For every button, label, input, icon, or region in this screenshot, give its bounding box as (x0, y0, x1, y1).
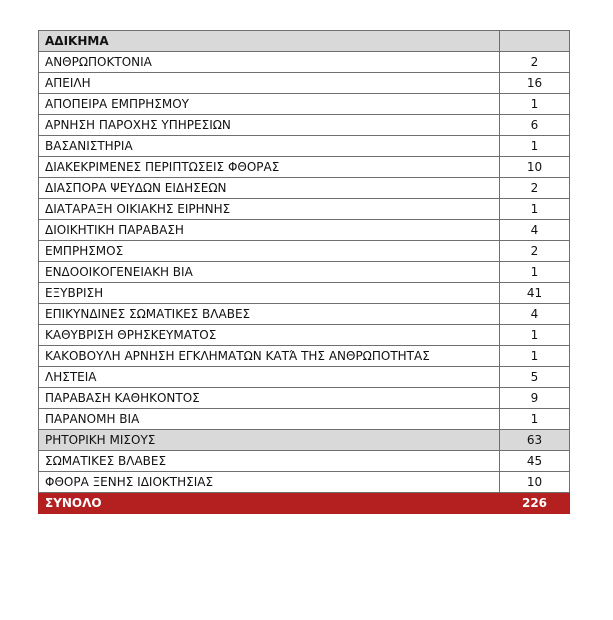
row-label: ΠΑΡΑΝΟΜΗ ΒΙΑ (39, 409, 500, 430)
row-value: 4 (500, 304, 570, 325)
table-row (39, 346, 570, 367)
row-label: ΑΝΘΡΩΠΟΚΤΟΝΙΑ (39, 52, 500, 73)
row-label: ΚΑΚΟΒΟΥΛΗ ΑΡΝΗΣΗ ΕΓΚΛΗΜΑΤΩΝ ΚΑΤΆ ΤΗΣ ΑΝΘΡΩΠΟΤΗΤΑΣ (39, 346, 500, 367)
row-label: ΕΞΥΒΡΙΣΗ (39, 283, 500, 304)
row-value: 1 (500, 325, 570, 346)
header-label-cell: ΑΔΙΚΗΜΑ (39, 31, 500, 52)
row-label: ΔΙΟΙΚΗΤΙΚΗ ΠΑΡΑΒΑΣΗ (39, 220, 500, 241)
row-value: 2 (500, 52, 570, 73)
row-label: ΔΙΑΚΕΚΡΙΜΕΝΕΣ ΠΕΡΙΠΤΩΣΕΙΣ ΦΘΟΡΑΣ (39, 157, 500, 178)
table-row (39, 199, 570, 220)
table-row (39, 94, 570, 115)
table-row (39, 115, 570, 136)
table-row (39, 325, 570, 346)
row-label: ΡΗΤΟΡΙΚΗ ΜΙΣΟΥΣ (39, 430, 500, 451)
row-label: ΑΠΟΠΕΙΡΑ ΕΜΠΡΗΣΜΟΥ (39, 94, 500, 115)
row-value: 9 (500, 388, 570, 409)
row-label: ΒΑΣΑΝΙΣΤΗΡΙΑ (39, 136, 500, 157)
row-value: 1 (500, 346, 570, 367)
table-row (39, 136, 570, 157)
row-label: ΚΑΘΥΒΡΙΣΗ ΘΡΗΣΚΕΥΜΑΤΟΣ (39, 325, 500, 346)
table-row (39, 262, 570, 283)
table-row (39, 451, 570, 472)
row-value: 16 (500, 73, 570, 94)
row-label: ΣΩΜΑΤΙΚΕΣ ΒΛΑΒΕΣ (39, 451, 500, 472)
row-value: 1 (500, 199, 570, 220)
row-value: 6 (500, 115, 570, 136)
row-value: 5 (500, 367, 570, 388)
row-value: 10 (500, 157, 570, 178)
table-row-highlighted (39, 430, 570, 451)
row-label: ΦΘΟΡΑ ΞΕΝΗΣ ΙΔΙΟΚΤΗΣΙΑΣ (39, 472, 500, 493)
row-value: 63 (500, 430, 570, 451)
row-label: ΕΝΔΟΟΙΚΟΓΕΝΕΙΑΚΗ ΒΙΑ (39, 262, 500, 283)
row-label: ΔΙΑΣΠΟΡΑ ΨΕΥΔΩΝ ΕΙΔΗΣΕΩΝ (39, 178, 500, 199)
row-label: ΠΑΡΑΒΑΣΗ ΚΑΘΗΚΟΝΤΟΣ (39, 388, 500, 409)
row-value: 10 (500, 472, 570, 493)
row-value: 2 (500, 178, 570, 199)
row-value: 41 (500, 283, 570, 304)
table-row (39, 220, 570, 241)
row-value: 1 (500, 409, 570, 430)
row-value: 2 (500, 241, 570, 262)
row-value: 45 (500, 451, 570, 472)
row-label: ΕΠΙΚΥΝΔΙΝΕΣ ΣΩΜΑΤΙΚΕΣ ΒΛΑΒΕΣ (39, 304, 500, 325)
table-row (39, 283, 570, 304)
table-row (39, 157, 570, 178)
total-row (39, 493, 570, 514)
crimes-table (38, 30, 570, 514)
total-label: ΣΥΝΟΛΟ (39, 493, 500, 514)
table-row (39, 388, 570, 409)
table-header-row (39, 31, 570, 52)
header-value-cell (500, 31, 570, 52)
table-row (39, 241, 570, 262)
row-value: 1 (500, 136, 570, 157)
row-label: ΑΡΝΗΣΗ ΠΑΡΟΧΗΣ ΥΠΗΡΕΣΙΩΝ (39, 115, 500, 136)
row-label: ΑΠΕΙΛΗ (39, 73, 500, 94)
row-label: ΛΗΣΤΕΙΑ (39, 367, 500, 388)
table-row (39, 472, 570, 493)
table-row (39, 304, 570, 325)
table-row (39, 52, 570, 73)
row-value: 1 (500, 262, 570, 283)
table-row (39, 73, 570, 94)
row-value: 1 (500, 94, 570, 115)
row-label: ΕΜΠΡΗΣΜΟΣ (39, 241, 500, 262)
table-row (39, 178, 570, 199)
total-value: 226 (500, 493, 570, 514)
row-value: 4 (500, 220, 570, 241)
row-label: ΔΙΑΤΑΡΑΞΗ ΟΙΚΙΑΚΗΣ ΕΙΡΗΝΗΣ (39, 199, 500, 220)
table-row (39, 409, 570, 430)
table-row (39, 367, 570, 388)
